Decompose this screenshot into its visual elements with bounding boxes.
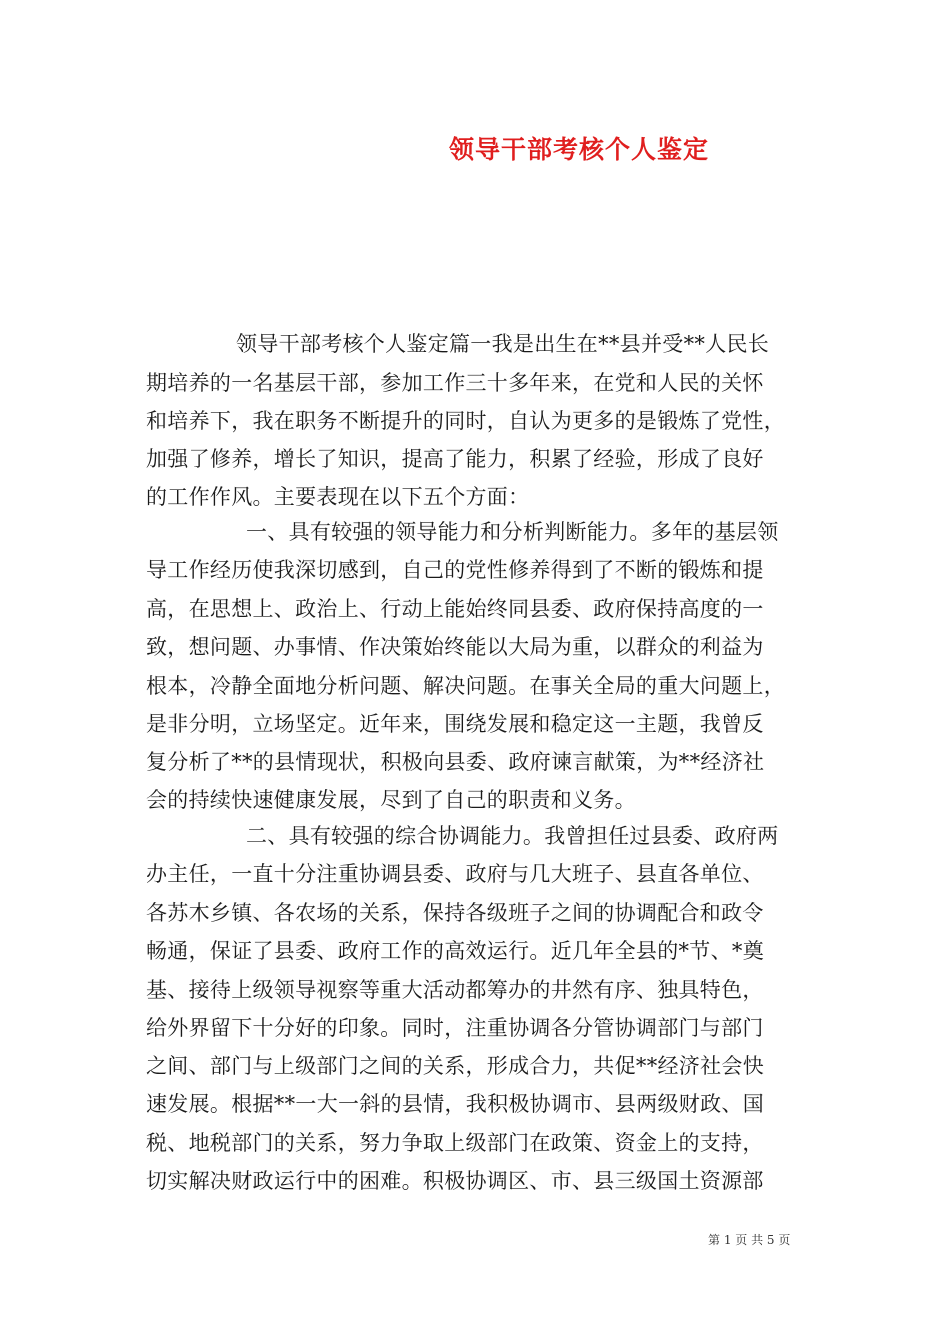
body-line: 一、具有较强的领导能力和分析判断能力。多年的基层领: [246, 520, 779, 544]
body-line: 高，在思想上、政治上、行动上能始终同县委、政府保持高度的一: [146, 597, 764, 621]
body-line: 切实解决财政运行中的困难。积极协调区、市、县三级国土资源部: [146, 1169, 764, 1193]
body-line: 领导干部考核个人鉴定篇一我是出生在**县并受**人民长: [236, 332, 770, 356]
body-line: 给外界留下十分好的印象。同时，注重协调各分管协调部门与部门: [146, 1016, 764, 1040]
body-line: 办主任，一直十分注重协调县委、政府与几大班子、县直各单位、: [146, 862, 764, 886]
body-line: 加强了修养，增长了知识，提高了能力，积累了经验，形成了良好: [146, 447, 764, 471]
body-line: 和培养下，我在职务不断提升的同时，自认为更多的是锻炼了党性，: [146, 409, 785, 433]
body-line: 根本，冷静全面地分析问题、解决问题。在事关全局的重大问题上，: [146, 674, 785, 698]
page-number-footer: 第 1 页 共 5 页: [708, 1233, 791, 1247]
body-line: 致，想问题、办事情、作决策始终能以大局为重，以群众的利益为: [146, 635, 764, 659]
body-line: 期培养的一名基层干部，参加工作三十多年来，在党和人民的关怀: [146, 371, 764, 395]
document-title: 领导干部考核个人鉴定: [449, 135, 710, 164]
body-line: 畅通，保证了县委、政府工作的高效运行。近几年全县的*节、*奠: [146, 939, 764, 963]
body-line: 的工作作风。主要表现在以下五个方面：: [146, 485, 530, 509]
body-line: 各苏木乡镇、各农场的关系，保持各级班子之间的协调配合和政令: [146, 901, 764, 925]
body-line: 之间、部门与上级部门之间的关系，形成合力，共促**经济社会快: [146, 1054, 764, 1078]
body-line: 基、接待上级领导视察等重大活动都筹办的井然有序、独具特色，: [146, 978, 764, 1002]
body-line: 速发展。根据**一大一斜的县情，我积极协调市、县两级财政、国: [146, 1092, 764, 1116]
body-line: 二、具有较强的综合协调能力。我曾担任过县委、政府两: [246, 824, 779, 848]
body-line: 税、地税部门的关系，努力争取上级部门在政策、资金上的支持，: [146, 1131, 764, 1155]
body-line: 复分析了**的县情现状，积极向县委、政府谏言献策，为**经济社: [146, 750, 765, 774]
body-line: 是非分明，立场坚定。近年来，围绕发展和稳定这一主题，我曾反: [146, 712, 764, 736]
body-line: 导工作经历使我深切感到，自己的党性修养得到了不断的锻炼和提: [146, 558, 764, 582]
body-line: 会的持续快速健康发展，尽到了自己的职责和义务。: [146, 788, 636, 812]
